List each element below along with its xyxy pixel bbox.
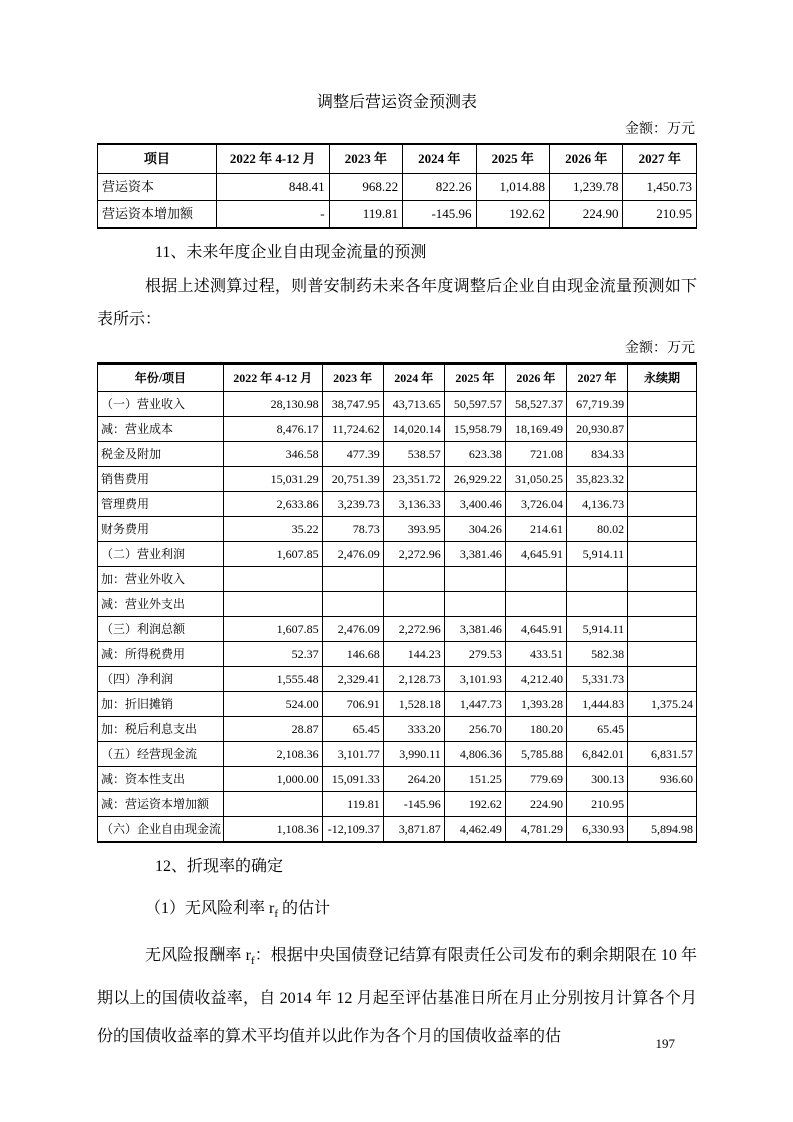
cell-value (628, 442, 697, 467)
table-row (98, 692, 697, 717)
cell-value: 3,400.46 (444, 492, 505, 517)
paragraph-text: 无风险报酬率 r (145, 947, 251, 965)
cell-value: 224.90 (505, 792, 566, 817)
column-header: 2026 年 (505, 364, 566, 392)
cell-value (223, 792, 322, 817)
table-row (98, 792, 697, 817)
cell-value: 18,169.49 (505, 417, 566, 442)
row-label: 管理费用 (98, 492, 224, 517)
table-row (98, 467, 697, 492)
cell-value (628, 592, 697, 617)
cell-value (628, 517, 697, 542)
cell-value: 4,212.40 (505, 667, 566, 692)
table1-title: 调整后营运资金预测表 (316, 94, 477, 111)
page-number: 197 (655, 1036, 675, 1051)
row-label: （二）营业利润 (98, 542, 224, 567)
cell-value: 1,239.78 (550, 174, 623, 201)
cell-value: 3,239.73 (322, 492, 383, 517)
table-body (98, 174, 697, 229)
cell-value: 1,444.83 (566, 692, 627, 717)
section-12-heading: 12、折现率的确定 (155, 858, 284, 875)
cell-value: 192.62 (476, 201, 549, 229)
cell-value: 4,462.49 (444, 817, 505, 843)
row-label: （五）经营现金流 (98, 742, 224, 767)
cell-value: 3,726.04 (505, 492, 566, 517)
table-row (98, 442, 697, 467)
column-header: 2023 年 (322, 364, 383, 392)
cell-value: 3,101.77 (322, 742, 383, 767)
cell-value: 35,823.32 (566, 467, 627, 492)
cell-value: 3,990.11 (383, 742, 444, 767)
cell-value: 256.70 (444, 717, 505, 742)
table-row (98, 817, 697, 843)
working-capital-forecast-table (97, 143, 697, 229)
cell-value (322, 567, 383, 592)
cell-value: 6,831.57 (628, 742, 697, 767)
table-row (98, 617, 697, 642)
table-row (98, 767, 697, 792)
table-row (98, 742, 697, 767)
row-label: （四）净利润 (98, 667, 224, 692)
table-row (98, 201, 697, 229)
cell-value: 14,020.14 (383, 417, 444, 442)
cell-value: 119.81 (322, 792, 383, 817)
cell-value: 65.45 (566, 717, 627, 742)
cell-value: 3,871.87 (383, 817, 444, 843)
cell-value: 2,108.36 (223, 742, 322, 767)
table-row (98, 592, 697, 617)
cell-value: - (216, 201, 329, 229)
cell-value (628, 792, 697, 817)
table-body (98, 392, 697, 843)
cell-value: 50,597.57 (444, 392, 505, 417)
cell-value: 5,894.98 (628, 817, 697, 843)
row-label: 财务费用 (98, 517, 224, 542)
cell-value: 834.33 (566, 442, 627, 467)
cell-value: 5,331.73 (566, 667, 627, 692)
section-11-paragraph: 根据上述测算过程，则普安制药未来各年度调整后企业自由现金流量预测如下表所示： (97, 278, 697, 328)
cell-value (566, 567, 627, 592)
column-header: 2025 年 (476, 144, 549, 174)
cell-value (628, 392, 697, 417)
cell-value: 214.61 (505, 517, 566, 542)
risk-free-rate-paragraph (97, 937, 697, 1056)
cell-value: 1,607.85 (223, 542, 322, 567)
cell-value: 65.45 (322, 717, 383, 742)
cell-value (628, 642, 697, 667)
table-row (98, 174, 697, 201)
cell-value (444, 567, 505, 592)
cell-value (566, 592, 627, 617)
cell-value: 3,101.93 (444, 667, 505, 692)
cell-value: 2,633.86 (223, 492, 322, 517)
cell-value: 4,645.91 (505, 542, 566, 567)
cell-value: 43,713.65 (383, 392, 444, 417)
cell-value: 28,130.98 (223, 392, 322, 417)
row-label: 加：税后利息支出 (98, 717, 224, 742)
cell-value (628, 417, 697, 442)
cell-value: 822.26 (403, 174, 476, 201)
cell-value: 779.69 (505, 767, 566, 792)
cell-value: 4,781.29 (505, 817, 566, 843)
table2-unit-label: 金额：万元 (625, 341, 695, 356)
row-label: 销售费用 (98, 467, 224, 492)
table-header-row (98, 364, 697, 392)
cell-value: 5,914.11 (566, 542, 627, 567)
cell-value: 3,381.46 (444, 542, 505, 567)
sub-heading-text-tail: 的估计 (278, 900, 331, 917)
cell-value: 35.22 (223, 517, 322, 542)
cell-value (322, 592, 383, 617)
cell-value: 706.91 (322, 692, 383, 717)
cell-value: 968.22 (329, 174, 402, 201)
cell-value: 8,476.17 (223, 417, 322, 442)
cell-value: 5,785.88 (505, 742, 566, 767)
cell-value (505, 592, 566, 617)
cell-value (628, 667, 697, 692)
free-cash-flow-forecast-table (97, 362, 697, 843)
cell-value (628, 717, 697, 742)
cell-value: 224.90 (550, 201, 623, 229)
sub-heading-text: （1）无风险利率 r (145, 900, 275, 917)
row-label: （三）利润总额 (98, 617, 224, 642)
row-label: 减：所得税费用 (98, 642, 224, 667)
cell-value: 3,136.33 (383, 492, 444, 517)
column-header: 2022 年 4-12 月 (223, 364, 322, 392)
cell-value: 11,724.62 (322, 417, 383, 442)
cell-value: 20,930.87 (566, 417, 627, 442)
cell-value: 6,330.93 (566, 817, 627, 843)
cell-value (628, 492, 697, 517)
cell-value: 144.23 (383, 642, 444, 667)
cell-value: 4,645.91 (505, 617, 566, 642)
cell-value: 78.73 (322, 517, 383, 542)
subscript-f: f (250, 955, 255, 968)
column-header: 2024 年 (403, 144, 476, 174)
cell-value: 848.41 (216, 174, 329, 201)
cell-value: 524.00 (223, 692, 322, 717)
cell-value (628, 567, 697, 592)
row-label: 减：资本性支出 (98, 767, 224, 792)
cell-value (223, 592, 322, 617)
cell-value (628, 467, 697, 492)
cell-value: 67,719.39 (566, 392, 627, 417)
table-row (98, 492, 697, 517)
cell-value: 38,747.95 (322, 392, 383, 417)
row-label: 减：营运资本增加额 (98, 792, 224, 817)
cell-value (628, 542, 697, 567)
column-header: 2027 年 (566, 364, 627, 392)
cell-value: 393.95 (383, 517, 444, 542)
cell-value (383, 567, 444, 592)
table-row (98, 517, 697, 542)
cell-value: 1,607.85 (223, 617, 322, 642)
cell-value: 52.37 (223, 642, 322, 667)
cell-value: 180.20 (505, 717, 566, 742)
cell-value: -145.96 (403, 201, 476, 229)
cell-value: 151.25 (444, 767, 505, 792)
cell-value: 15,091.33 (322, 767, 383, 792)
column-header: 2023 年 (329, 144, 402, 174)
row-label: 减：营业外支出 (98, 592, 224, 617)
cell-value: 1,108.36 (223, 817, 322, 843)
cell-value: 1,375.24 (628, 692, 697, 717)
cell-value: 279.53 (444, 642, 505, 667)
row-label: （六）企业自由现金流 (98, 817, 224, 843)
cell-value: 936.60 (628, 767, 697, 792)
cell-value: 1,447.73 (444, 692, 505, 717)
cell-value: 2,476.09 (322, 542, 383, 567)
cell-value: 721.08 (505, 442, 566, 467)
cell-value: 210.95 (566, 792, 627, 817)
cell-value: 300.13 (566, 767, 627, 792)
cell-value: -145.96 (383, 792, 444, 817)
section-12-sub-heading (145, 898, 697, 925)
cell-value (505, 567, 566, 592)
table-row (98, 642, 697, 667)
column-header: 年份/项目 (98, 364, 224, 392)
cell-value: 433.51 (505, 642, 566, 667)
table-row (98, 542, 697, 567)
table-row (98, 392, 697, 417)
cell-value: 210.95 (623, 201, 697, 229)
row-label: 减：营业成本 (98, 417, 224, 442)
table1-unit-label: 金额：万元 (625, 122, 695, 137)
row-label: （一）营业收入 (98, 392, 224, 417)
cell-value (628, 617, 697, 642)
cell-value: 146.68 (322, 642, 383, 667)
column-header: 2024 年 (383, 364, 444, 392)
cell-value (223, 567, 322, 592)
section-11-heading: 11、未来年度企业自由现金流量的预测 (155, 244, 427, 261)
table-header-row (98, 144, 697, 174)
cell-value: 1,014.88 (476, 174, 549, 201)
cell-value: 1,528.18 (383, 692, 444, 717)
row-label: 税金及附加 (98, 442, 224, 467)
cell-value: 333.20 (383, 717, 444, 742)
row-label: 营运资本增加额 (98, 201, 217, 229)
cell-value: 1,393.28 (505, 692, 566, 717)
cell-value: 623.38 (444, 442, 505, 467)
cell-value: -12,109.37 (322, 817, 383, 843)
cell-value: 2,329.41 (322, 667, 383, 692)
column-header: 2025 年 (444, 364, 505, 392)
cell-value: 15,958.79 (444, 417, 505, 442)
column-header: 永续期 (628, 364, 697, 392)
subscript-f: f (274, 908, 279, 921)
cell-value: 477.39 (322, 442, 383, 467)
cell-value: 4,136.73 (566, 492, 627, 517)
row-label: 加：折旧摊销 (98, 692, 224, 717)
column-header: 2022 年 4-12 月 (216, 144, 329, 174)
cell-value: 3,381.46 (444, 617, 505, 642)
cell-value: 264.20 (383, 767, 444, 792)
cell-value: 4,806.36 (444, 742, 505, 767)
row-label: 加：营业外收入 (98, 567, 224, 592)
cell-value: 58,527.37 (505, 392, 566, 417)
cell-value: 538.57 (383, 442, 444, 467)
cell-value: 20,751.39 (322, 467, 383, 492)
cell-value (383, 592, 444, 617)
cell-value: 2,128.73 (383, 667, 444, 692)
cell-value: 1,555.48 (223, 667, 322, 692)
cell-value: 80.02 (566, 517, 627, 542)
column-header: 2027 年 (623, 144, 697, 174)
cell-value: 1,000.00 (223, 767, 322, 792)
paragraph-text-tail: ：根据中央国债登记结算有限责任公司发布的剩余期限在 10 年期以上的国债收益率，自 2014 年 12 月起至评估基准日所在月止分别按月计算各个月份的国债收益率的算术平均值并以此作为各个月的国债收益率的估 (97, 947, 697, 1046)
cell-value: 31,050.25 (505, 467, 566, 492)
cell-value: 192.62 (444, 792, 505, 817)
table-row (98, 417, 697, 442)
cell-value: 2,476.09 (322, 617, 383, 642)
cell-value: 119.81 (329, 201, 402, 229)
cell-value: 346.58 (223, 442, 322, 467)
cell-value: 26,929.22 (444, 467, 505, 492)
cell-value: 1,450.73 (623, 174, 697, 201)
cell-value: 582.38 (566, 642, 627, 667)
cell-value: 304.26 (444, 517, 505, 542)
cell-value: 23,351.72 (383, 467, 444, 492)
column-header: 项目 (98, 144, 217, 174)
cell-value: 2,272.96 (383, 542, 444, 567)
cell-value: 6,842.01 (566, 742, 627, 767)
cell-value: 2,272.96 (383, 617, 444, 642)
row-label: 营运资本 (98, 174, 217, 201)
cell-value (444, 592, 505, 617)
column-header: 2026 年 (550, 144, 623, 174)
cell-value: 28.87 (223, 717, 322, 742)
table-row (98, 717, 697, 742)
table-row (98, 567, 697, 592)
table-row (98, 667, 697, 692)
cell-value: 5,914.11 (566, 617, 627, 642)
cell-value: 15,031.29 (223, 467, 322, 492)
